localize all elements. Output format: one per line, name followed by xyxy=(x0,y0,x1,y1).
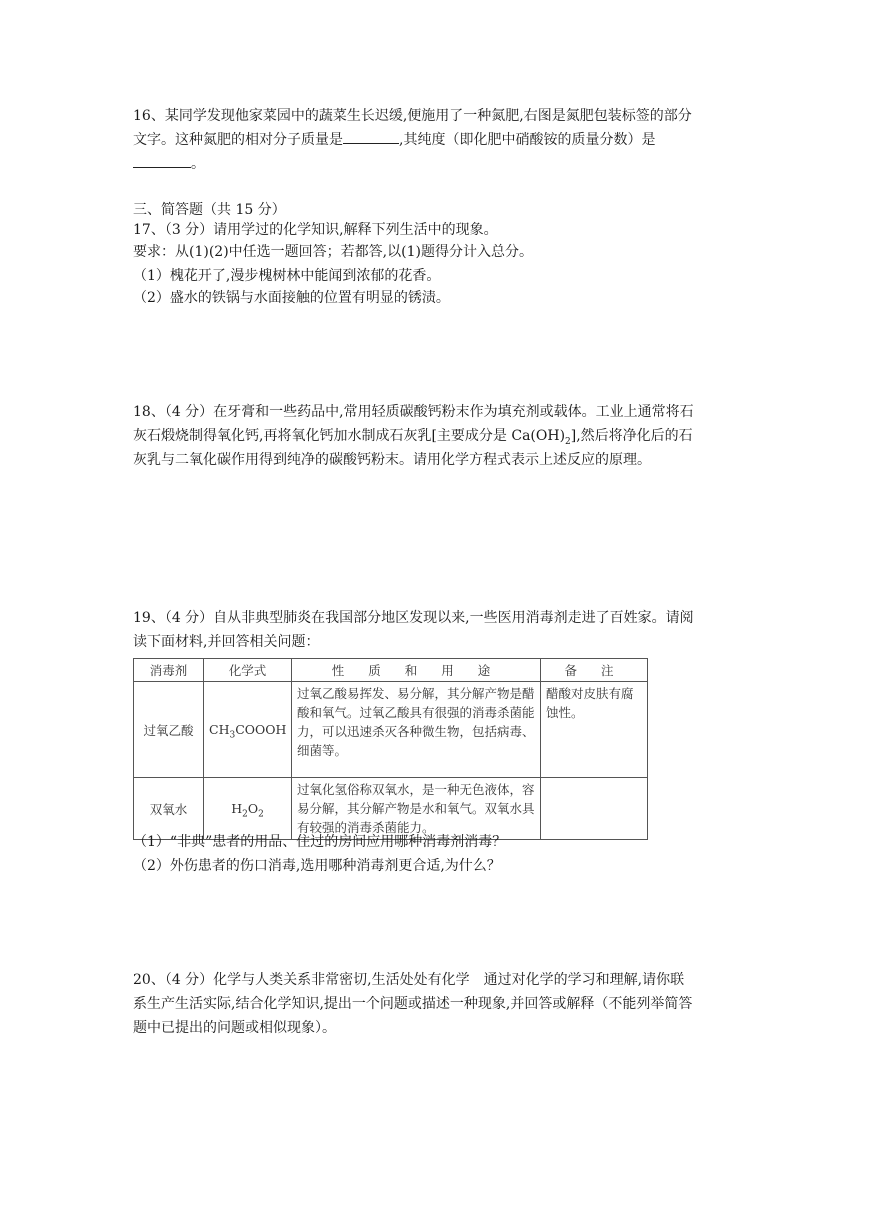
formula-part: CH xyxy=(209,722,230,737)
section-title-short-answer: 三、简答题（共 15 分） xyxy=(133,202,286,218)
q16-line-2 xyxy=(133,130,743,150)
header-notes: 备 注 xyxy=(541,659,648,682)
table-row xyxy=(134,682,648,778)
table-header-row xyxy=(134,659,648,682)
cell-formula-hydrogen-peroxide xyxy=(204,778,292,840)
q18-line-1: 18、（4 分）在牙膏和一些药品中,常用轻质碳酸钙粉末作为填充剂或载体。工业上通常将石 xyxy=(133,404,694,420)
q18-line-2 xyxy=(133,426,743,446)
q17-line-4: （2）盛水的铁锅与水面接触的位置有明显的锈渍。 xyxy=(133,290,450,306)
q16-line-2-text-a: 文字。这种氮肥的相对分子质量是 xyxy=(133,132,343,148)
header-properties: 性 质 和 用 途 xyxy=(292,659,541,682)
formula-part: COOOH xyxy=(235,722,287,737)
table-row xyxy=(134,778,648,840)
q16-line-2-text-b: ,其纯度（即化肥中硝酸铵的质量分数）是 xyxy=(399,132,656,148)
cell-note-peracetic-acid: 醋酸对皮肤有腐蚀性。 xyxy=(541,682,648,778)
cell-name-peracetic-acid: 过氧乙酸 xyxy=(134,682,204,778)
disinfectant-table xyxy=(133,658,648,840)
q18-line-2-text-a: 灰石煅烧制得氧化钙,再将氧化钙加水制成石灰乳[主要成分是 Ca(OH) xyxy=(133,428,566,444)
q18-line-3: 灰乳与二氧化碳作用得到纯净的碳酸钙粉末。请用化学方程式表示上述反应的原理。 xyxy=(133,452,651,468)
q17-line-1: 17、（3 分）请用学过的化学知识,解释下列生活中的现象。 xyxy=(133,222,498,238)
cell-desc-hydrogen-peroxide: 过氧化氢俗称双氧水，是一种无色液体，容易分解，其分解产物是水和氧气。双氧水具有较强的消毒杀菌能力。 xyxy=(292,778,541,840)
q17-line-3: （1）槐花开了,漫步槐树林中能闻到浓郁的花香。 xyxy=(133,268,441,284)
cell-name-hydrogen-peroxide: 双氧水 xyxy=(134,778,204,840)
formula-subscript: 2 xyxy=(258,809,264,820)
q16-line-3 xyxy=(133,154,743,174)
cell-desc-peracetic-acid: 过氧乙酸易挥发、易分解，其分解产物是醋酸和氧气。过氧乙酸具有很强的消毒杀菌能力，可以迅速杀灭各种微生物，包括病毒、细菌等。 xyxy=(292,682,541,778)
formula-part: O xyxy=(247,801,259,816)
q19-line-1: 19、（4 分）自从非典型肺炎在我国部分地区发现以来,一些医用消毒剂走进了百姓家。请阅 xyxy=(133,610,694,626)
formula-subscript: 3 xyxy=(229,730,236,741)
formula-subscript: 2 xyxy=(242,809,248,820)
q20-line-1: 20、（4 分）化学与人类关系非常密切,生活处处有化学 通过对化学的学习和理解,请你联 xyxy=(133,972,685,988)
answer-blank-molecular-mass[interactable] xyxy=(343,130,399,144)
q19-sub-question-2: （2）外伤患者的伤口消毒,选用哪种消毒剂更合适,为什么？ xyxy=(133,858,501,874)
cell-formula-peracetic-acid xyxy=(204,682,292,778)
q18-line-2-text-b: ],然后将净化后的石 xyxy=(570,428,693,444)
q17-line-2: 要求：从(1)(2)中任选一题回答；若都答,以(1)题得分计入总分。 xyxy=(133,244,533,260)
q16-line-3-end: 。 xyxy=(191,156,205,172)
q20-line-2: 系生产生活实际,结合化学知识,提出一个问题或描述一种现象,并回答或解释（不能列举简答 xyxy=(133,996,693,1012)
q19-line-2: 读下面材料,并回答相关问题： xyxy=(133,634,320,650)
header-formula: 化学式 xyxy=(204,659,292,682)
formula-part: H xyxy=(231,801,243,816)
answer-blank-purity[interactable] xyxy=(133,154,191,168)
header-disinfectant: 消毒剂 xyxy=(134,659,204,682)
q19-sub-question-1: （1）“非典”患者的用品、住过的房间应用哪种消毒剂消毒？ xyxy=(133,834,507,850)
q18-subscript: 2 xyxy=(565,436,571,447)
cell-note-hydrogen-peroxide xyxy=(541,778,648,840)
q20-line-3: 题中已提出的问题或相似现象）。 xyxy=(133,1020,336,1036)
q16-line-1: 16、某同学发现他家菜园中的蔬菜生长迟缓,便施用了一种氮肥,右图是氮肥包装标签的部分 xyxy=(133,108,692,124)
